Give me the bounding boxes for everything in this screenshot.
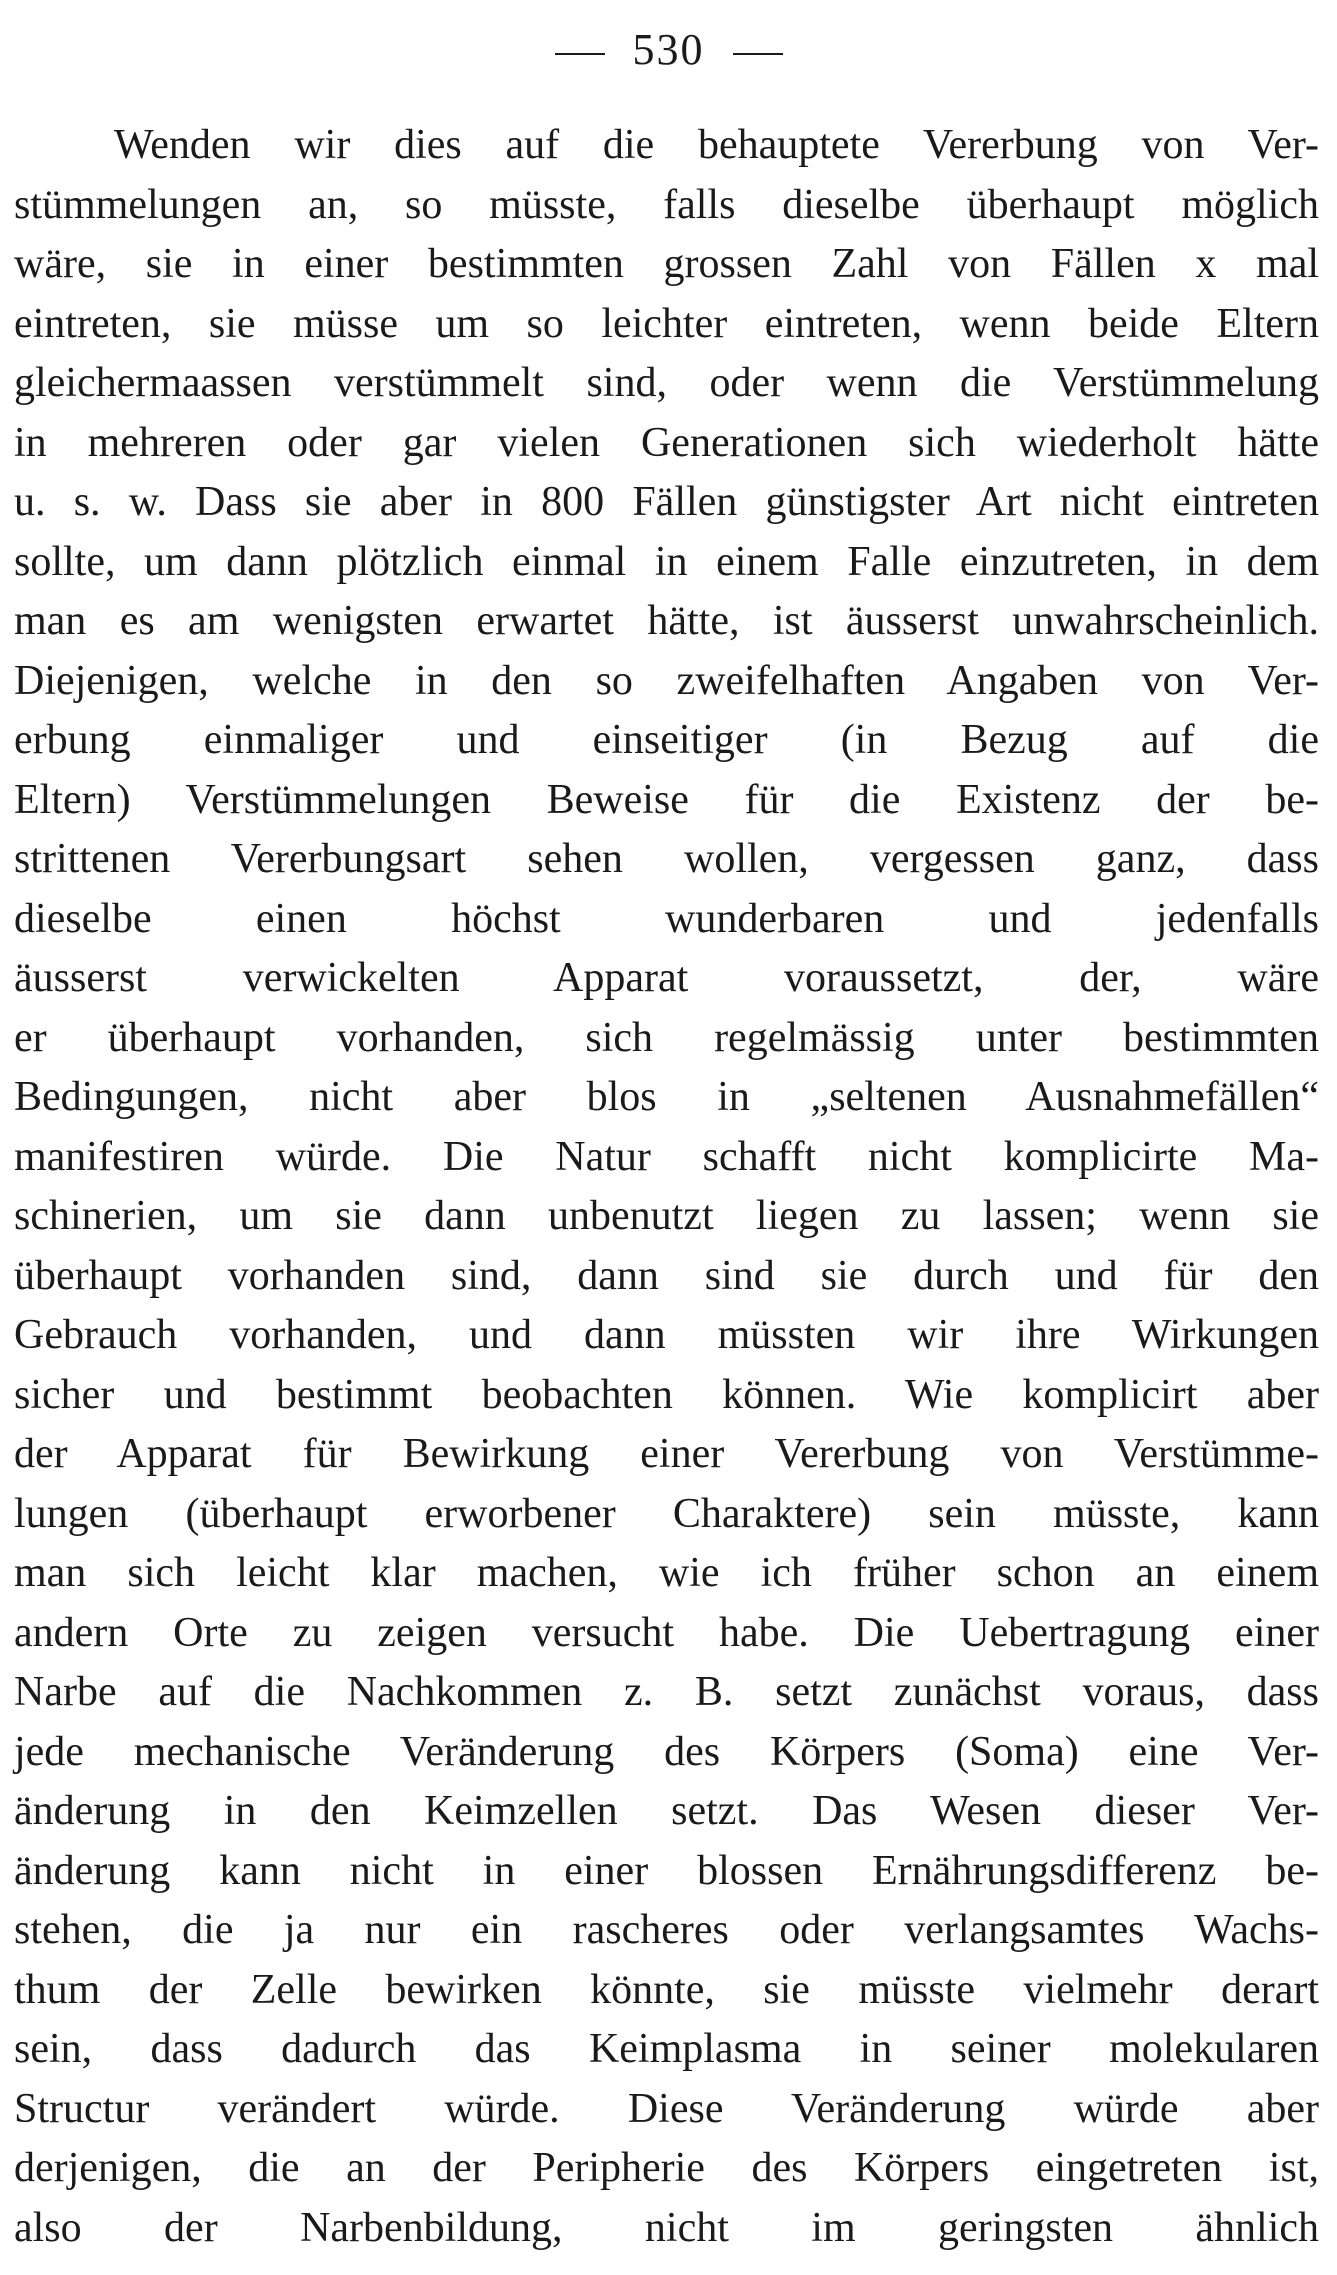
text-line: stümmelungen an, so müsste, falls dieselbe überhaupt möglich bbox=[14, 181, 1319, 228]
text-line: man es am wenigsten erwartet hätte, ist äusserst unwahrscheinlich. bbox=[14, 598, 1319, 644]
text-line: erbung einmaliger und einseitiger (in Bezug auf die bbox=[14, 717, 1319, 763]
page-header bbox=[0, 22, 1337, 78]
text-line: er überhaupt vorhanden, sich regelmässig unter bestimmten bbox=[14, 1014, 1319, 1061]
header-dash-right bbox=[733, 53, 783, 55]
header-dash-left bbox=[555, 53, 605, 55]
text-line: thum der Zelle bewirken könnte, sie müsste vielmehr derart bbox=[14, 1966, 1319, 2013]
text-line: änderung kann nicht in einer blossen Ernährungsdifferenz be- bbox=[14, 1847, 1319, 1894]
text-line: Eltern) Verstümmelungen Beweise für die Existenz der be- bbox=[14, 776, 1319, 823]
text-line: sein, dass dadurch das Keimplasma in seiner molekularen bbox=[14, 2026, 1319, 2072]
text-line: eintreten, sie müsse um so leichter eintreten, wenn beide Eltern bbox=[14, 300, 1319, 347]
text-line: Bedingungen, nicht aber blos in „seltenen Ausnahmefällen“ bbox=[14, 1074, 1319, 1120]
text-line: also der Narbenbildung, nicht im geringsten ähnlich bbox=[14, 2204, 1319, 2251]
text-line: lungen (überhaupt erworbener Charaktere) sein müsste, kann bbox=[14, 1490, 1319, 1537]
text-line: äusserst verwickelten Apparat voraussetzt, der, wäre bbox=[14, 955, 1319, 1001]
text-line: stehen, die ja nur ein rascheres oder verlangsamtes Wachs- bbox=[14, 1907, 1319, 1953]
page-number: 530 bbox=[632, 25, 705, 74]
text-line: manifestiren würde. Die Natur schafft nicht komplicirte Ma- bbox=[14, 1133, 1319, 1180]
text-line: wäre, sie in einer bestimmten grossen Zahl von Fällen x mal bbox=[14, 241, 1319, 287]
text-line: sicher und bestimmt beobachten können. Wie komplicirt aber bbox=[14, 1371, 1319, 1418]
text-line: strittenen Vererbungsart sehen wollen, vergessen ganz, dass bbox=[14, 836, 1319, 882]
text-line: Diejenigen, welche in den so zweifelhaften Angaben von Ver- bbox=[14, 657, 1319, 704]
text-line: in mehreren oder gar vielen Generationen sich wiederholt hätte bbox=[14, 419, 1319, 466]
text-line: u. s. w. Dass sie aber in 800 Fällen günstigster Art nicht eintreten bbox=[14, 479, 1319, 525]
text-line: jede mechanische Veränderung des Körpers (Soma) eine Ver- bbox=[14, 1728, 1319, 1775]
body-paragraph bbox=[14, 116, 1319, 2258]
text-line: gleichermaassen verstümmelt sind, oder wenn die Verstümmelung bbox=[14, 360, 1319, 406]
text-line: Wenden wir dies auf die behauptete Vererbung von Ver- bbox=[114, 122, 1319, 168]
text-line: dieselbe einen höchst wunderbaren und jedenfalls bbox=[14, 895, 1319, 942]
text-line: man sich leicht klar machen, wie ich früher schon an einem bbox=[14, 1550, 1319, 1596]
text-line: derjenigen, die an der Peripherie des Körpers eingetreten ist, bbox=[14, 2145, 1319, 2191]
text-line: der Apparat für Bewirkung einer Vererbung von Verstümme- bbox=[14, 1431, 1319, 1477]
text-line: Narbe auf die Nachkommen z. B. setzt zunächst voraus, dass bbox=[14, 1669, 1319, 1715]
text-line: andern Orte zu zeigen versucht habe. Die Uebertragung einer bbox=[14, 1609, 1319, 1656]
text-line: sollte, um dann plötzlich einmal in einem Falle einzutreten, in dem bbox=[14, 538, 1319, 585]
text-line: änderung in den Keimzellen setzt. Das Wesen dieser Ver- bbox=[14, 1788, 1319, 1834]
text-line: Structur verändert würde. Diese Veränderung würde aber bbox=[14, 2085, 1319, 2132]
text-line: Gebrauch vorhanden, und dann müssten wir ihre Wirkungen bbox=[14, 1312, 1319, 1358]
text-line: überhaupt vorhanden sind, dann sind sie durch und für den bbox=[14, 1252, 1319, 1299]
text-line: schinerien, um sie dann unbenutzt liegen zu lassen; wenn sie bbox=[14, 1193, 1319, 1239]
